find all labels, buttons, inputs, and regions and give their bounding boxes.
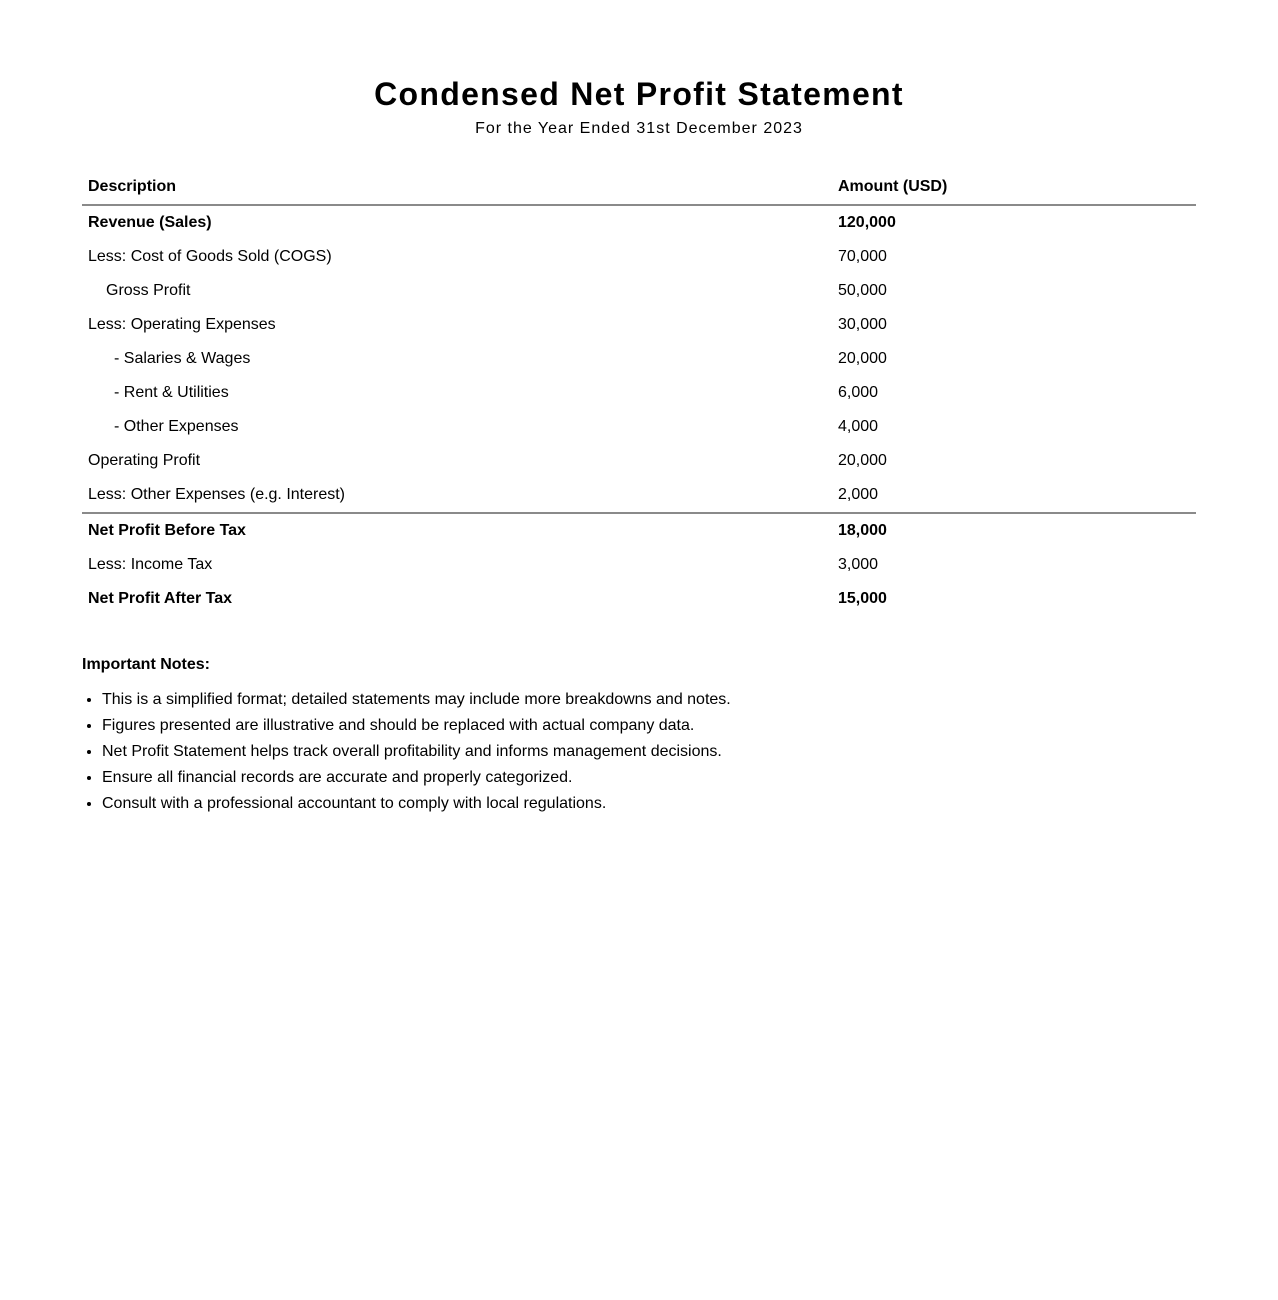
row-description: Net Profit Before Tax: [82, 513, 832, 548]
row-description: Net Profit After Tax: [88, 590, 233, 607]
table-row-net-profit-before-tax: [82, 513, 1196, 548]
row-description: - Other Expenses: [114, 418, 239, 435]
column-header-description: Description: [82, 170, 832, 205]
table-row-income-tax: [82, 548, 1196, 582]
note-item: • Net Profit Statement helps track overall profitability and informs management decisions.: [102, 739, 1196, 765]
note-item: • Consult with a professional accountant to comply with local regulations.: [102, 791, 1196, 817]
table-row-revenue: [82, 205, 1196, 240]
row-description: Revenue (Sales): [88, 214, 212, 231]
table-row-operating-profit: [82, 444, 1196, 478]
table-row-net-profit-after-tax: [82, 582, 1196, 616]
notes-heading: Important Notes:: [82, 656, 210, 673]
note-item: • Ensure all financial records are accurate and properly categorized.: [102, 765, 1196, 791]
row-amount: 2,000: [838, 486, 879, 503]
row-amount: 30,000: [838, 316, 887, 333]
note-item: • Figures presented are illustrative and should be replaced with actual company data.: [102, 713, 1196, 739]
note-item: • This is a simplified format; detailed statements may include more breakdowns and notes.: [102, 687, 1196, 713]
table-header-row: [82, 170, 1196, 205]
row-description: - Rent & Utilities: [114, 384, 229, 401]
row-description: Operating Profit: [88, 452, 201, 469]
page-subtitle: For the Year Ended 31st December 2023: [475, 120, 803, 137]
row-description: Less: Income Tax: [88, 556, 213, 573]
row-description: Less: Other Expenses (e.g. Interest): [88, 486, 346, 503]
row-description: Gross Profit: [106, 282, 191, 299]
row-amount: 50,000: [838, 282, 887, 299]
row-amount: 70,000: [838, 248, 887, 265]
table-row-operating-expenses: [82, 308, 1196, 342]
profit-statement-table: [82, 170, 1196, 616]
table-row-other-expenses: [82, 410, 1196, 444]
row-amount: 120,000: [838, 214, 896, 231]
row-amount: 18,000: [832, 513, 1196, 548]
row-amount: 20,000: [838, 452, 887, 469]
row-description: - Salaries & Wages: [114, 350, 251, 367]
page-title: Condensed Net Profit Statement: [374, 76, 904, 112]
row-description: Less: Operating Expenses: [88, 316, 276, 333]
row-amount: 4,000: [838, 418, 879, 435]
row-amount: 6,000: [838, 384, 879, 401]
row-amount: 15,000: [838, 590, 887, 607]
table-row-cogs: [82, 240, 1196, 274]
column-header-amount: Amount (USD): [832, 170, 1196, 205]
row-description: Less: Cost of Goods Sold (COGS): [88, 248, 332, 265]
table-row-gross-profit: [82, 274, 1196, 308]
notes-section: [82, 654, 1196, 817]
row-amount: 3,000: [838, 556, 879, 573]
row-amount: 20,000: [838, 350, 887, 367]
notes-list: [82, 687, 1196, 817]
table-row-salaries: [82, 342, 1196, 376]
table-row-rent: [82, 376, 1196, 410]
table-row-interest: [82, 478, 1196, 513]
